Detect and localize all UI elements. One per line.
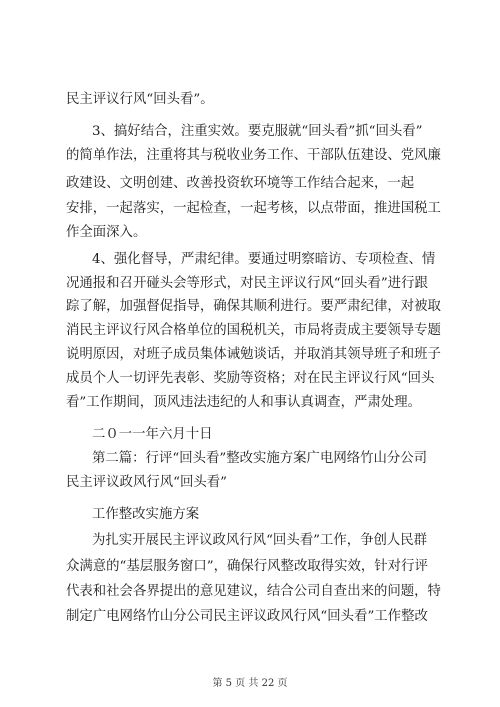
text-line: 的简单作法，注重将其与税收业务工作、干部队伍建设、党风廉 (66, 148, 441, 163)
text-line: 说明原因，对班子成员集体诫勉谈话，并取消其领导班子和班子 (66, 347, 441, 362)
section-heading: 工作整改实施方案 (92, 507, 200, 522)
text-line: 看”工作期间，顶风违法违纪的人和事认真调查，严肃处理。 (66, 395, 421, 410)
text-line: 3、搞好结合，注重实效。要克服就“回头看”抓“回头看” (92, 124, 423, 139)
text-line: 为扎实开展民主评议政风行风“回头看”工作，争创人民群 (92, 533, 428, 548)
date-line: 二０一一年六月十日 (92, 427, 213, 442)
text-line: 众满意的“基层服务窗口”，确保行风整改取得实效，针对行评 (66, 559, 428, 574)
text-line: 代表和社会各界提出的意见建议，结合公司自查出来的问题，特 (66, 584, 441, 599)
text-line: 消民主评议行风合格单位的国税机关，市局将责成主要领导专题 (66, 323, 441, 338)
text-line: 作全面深入。 (66, 225, 147, 240)
text-line: 况通报和召开碰头会等形式，对民主评议行风“回头看”进行跟 (66, 276, 428, 291)
text-line: 安排，一起落实，一起检查，一起考核，以点带面，推进国税工 (66, 201, 441, 216)
text-line: 踪了解，加强督促指导，确保其顺利进行。要严肃纪律，对被取 (66, 299, 441, 314)
text-line: 成员个人一切评先表彰、奖励等资格；对在民主评议行风“回头 (66, 371, 435, 386)
text-line: 制定广电网络竹山分公司民主评议政风行风“回头看”工作整改 (66, 609, 428, 624)
section-heading: 民主评议政风行风“回头看” (66, 475, 227, 490)
text-line: 政建设、文明创建、改善投资软环境等工作结合起来，一起 (66, 176, 415, 191)
text-line: 民主评议行风“回头看”。 (66, 92, 214, 107)
page-number: 第 5 页 共 22 页 (212, 678, 288, 689)
section-heading: 第二篇：行评“回头看”整改实施方案广电网络竹山分公司 (92, 451, 428, 466)
text-line: 4、强化督导，严肃纪律。要通过明察暗访、专项检查、情 (92, 252, 436, 267)
